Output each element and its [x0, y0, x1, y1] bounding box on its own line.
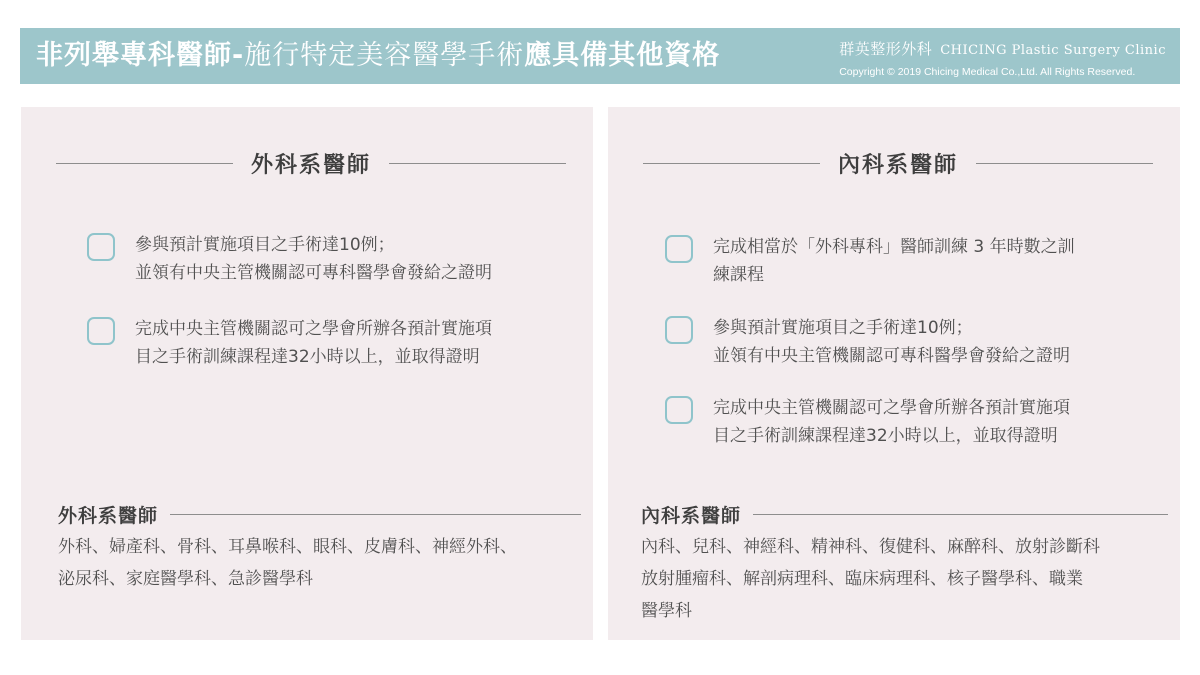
requirement-item	[665, 233, 1150, 289]
requirement-line: 並領有中央主管機關認可專科醫學會發給之證明	[135, 263, 492, 283]
header-banner	[20, 28, 1180, 84]
brand-name-en: CHICING Plastic Surgery Clinic	[940, 43, 1166, 58]
page-title	[36, 28, 720, 84]
checkbox-icon	[87, 233, 115, 261]
specialties-heading	[641, 499, 1168, 529]
requirement-item	[665, 314, 1150, 370]
internal-physician-panel	[608, 107, 1180, 640]
divider-line	[976, 163, 1153, 164]
brand-name	[839, 38, 1166, 59]
panel-title: 外科系醫師	[251, 152, 372, 178]
specialties-line: 外科、婦產科、骨科、耳鼻喉科、眼科、皮膚科、神經外科、	[58, 537, 517, 557]
divider-line	[170, 514, 581, 515]
specialties-list	[58, 531, 587, 595]
checkbox-icon	[665, 235, 693, 263]
requirement-line: 完成中央主管機關認可之學會所辦各預計實施項	[135, 319, 492, 339]
panel-title: 內科系醫師	[838, 152, 959, 178]
requirement-item	[87, 315, 563, 371]
requirement-line: 練課程	[713, 265, 764, 285]
requirement-text	[713, 314, 1070, 370]
copyright-text: Copyright © 2019 Chicing Medical Co.,Ltd. All Rights Reserved.	[839, 66, 1136, 78]
requirement-item	[87, 231, 563, 287]
panel-heading	[643, 147, 1153, 179]
divider-line	[643, 163, 820, 164]
title-part-1: 非列舉專科醫師-	[36, 40, 245, 71]
requirement-line: 完成中央主管機關認可之學會所辦各預計實施項	[713, 398, 1070, 418]
requirement-text	[135, 315, 492, 371]
specialties-title: 內科系醫師	[641, 504, 742, 527]
requirement-line: 並領有中央主管機關認可專科醫學會發給之證明	[713, 346, 1070, 366]
specialties-line: 內科、兒科、神經科、精神科、復健科、麻醉科、放射診斷科	[641, 537, 1100, 557]
requirement-line: 目之手術訓練課程達32小時以上，並取得證明	[713, 426, 1058, 446]
specialties-list	[641, 531, 1174, 627]
brand-name-zh: 群英整形外科	[839, 40, 933, 58]
panel-heading	[56, 147, 566, 179]
requirement-text	[713, 394, 1070, 450]
specialties-line: 醫學科	[641, 601, 692, 621]
checkbox-icon	[87, 317, 115, 345]
requirement-text	[135, 231, 492, 287]
divider-line	[56, 163, 233, 164]
checkbox-icon	[665, 316, 693, 344]
requirement-line: 參與預計實施項目之手術達10例；	[713, 318, 973, 338]
requirement-line: 完成相當於「外科專科」醫師訓練 3 年時數之訓	[713, 237, 1075, 257]
divider-line	[753, 514, 1168, 515]
checkbox-icon	[665, 396, 693, 424]
title-part-3: 應具備其他資格	[524, 40, 721, 71]
title-part-2: 施行特定美容醫學手術	[244, 40, 525, 71]
requirement-item	[665, 394, 1150, 450]
divider-line	[389, 163, 566, 164]
specialties-line: 放射腫瘤科、解剖病理科、臨床病理科、核子醫學科、職業	[641, 569, 1083, 589]
requirement-line: 目之手術訓練課程達32小時以上，並取得證明	[135, 347, 480, 367]
specialties-line: 泌尿科、家庭醫學科、急診醫學科	[58, 569, 313, 589]
specialties-heading	[58, 499, 581, 529]
surgical-physician-panel	[21, 107, 593, 640]
requirement-text	[713, 233, 1075, 289]
specialties-title: 外科系醫師	[58, 504, 159, 527]
requirement-line: 參與預計實施項目之手術達10例；	[135, 235, 395, 255]
brand-block	[839, 38, 1166, 78]
